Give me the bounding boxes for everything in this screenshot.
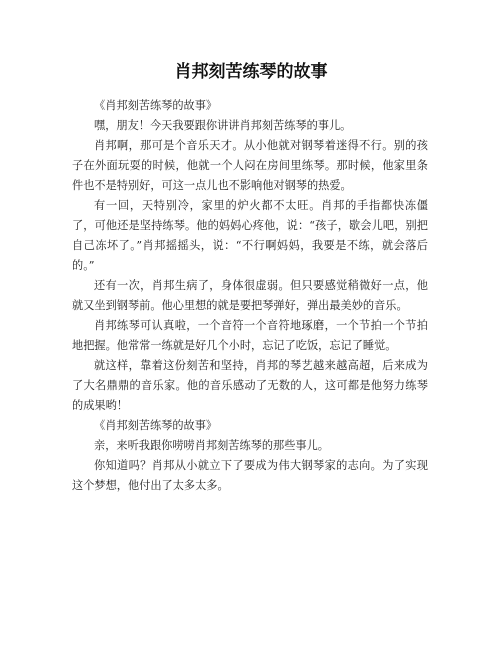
paragraph: 嘿，朋友！今天我要跟你讲讲肖邦刻苦练琴的事儿。 — [94, 119, 352, 132]
paragraph: 还有一次，肖邦生病了，身体很虚弱。但只要感觉稍微好一点，他就又坐到钢琴前。他心里想的就是要把琴弹好，弹出最美妙的音乐。 — [72, 279, 428, 312]
paragraph: 亲，来听我跟你唠唠肖邦刻苦练琴的那些事儿。 — [94, 439, 329, 452]
paragraph: 就这样，靠着这份刻苦和坚持，肖邦的琴艺越来越高超，后来成为了大名鼎鼎的音乐家。他的音乐感动了无数的人，这可都是他努力练琴的成果哟！ — [72, 359, 428, 412]
paragraph-subtitle-2: 《肖邦刻苦练琴的故事》 — [94, 419, 218, 432]
paragraph: 肖邦啊，那可是个音乐天才。从小他就对钢琴着迷得不行。别的孩子在外面玩耍的时候，他就一个人闷在房间里练琴。那时候，他家里条件也不是特别好，可这一点儿也不影响他对钢琴的热爱。 — [72, 139, 428, 192]
document-title: 肖邦刻苦练琴的故事 — [174, 62, 328, 82]
paragraph-subtitle-1: 《肖邦刻苦练琴的故事》 — [94, 99, 218, 112]
paragraph: 你知道吗？肖邦从小就立下了要成为伟大钢琴家的志向。为了实现这个梦想，他付出了太多太多。 — [72, 459, 428, 492]
paragraph: 肖邦练琴可认真啦，一个音符一个音符地琢磨，一个节拍一个节拍地把握。他常常一练就是好几个小时，忘记了吃饭，忘记了睡觉。 — [72, 319, 428, 352]
paragraph: 有一回，天特别冷，家里的炉火都不太旺。肖邦的手指都快冻僵了，可他还是坚持练琴。他的妈妈心疼他，说：“孩子，歇会儿吧，别把自己冻坏了。”肖邦摇摇头，说：“不行啊妈妈，我要是不练，就会落后的。” — [72, 199, 428, 272]
document-body — [72, 96, 428, 496]
